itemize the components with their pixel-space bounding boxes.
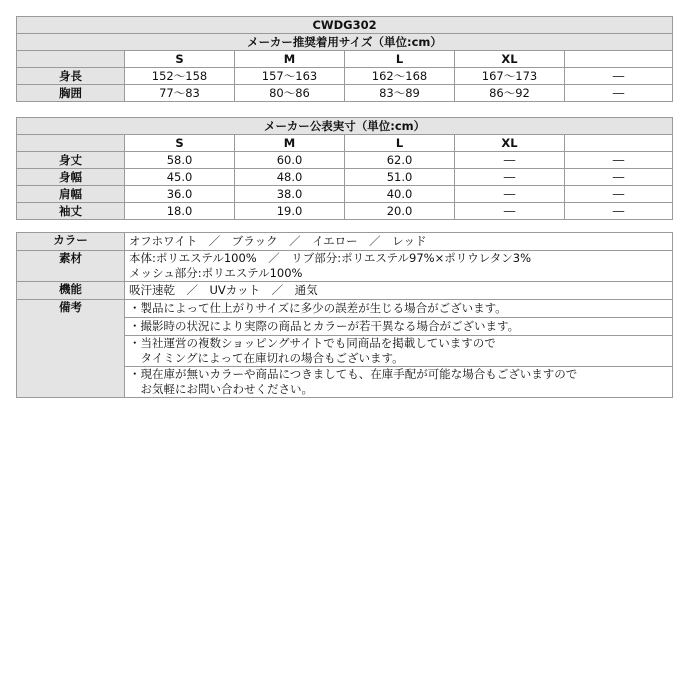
size-header: L	[345, 135, 455, 152]
function-row	[17, 282, 673, 300]
table-cell: 18.0	[125, 203, 235, 220]
table-cell: ―	[565, 186, 673, 203]
table-cell: 20.0	[345, 203, 455, 220]
size-header: L	[345, 51, 455, 68]
table-cell: 80～86	[235, 85, 345, 102]
material-line: メッシュ部分:ポリエステル100%	[129, 266, 303, 280]
table-row	[17, 203, 673, 220]
material-row	[17, 251, 673, 282]
note-line: ・当社運営の複数ショッピングサイトでも同商品を掲載していますので	[129, 336, 496, 350]
material-line: 本体:ポリエステル100% ／ リブ部分:ポリエステル97%×ポリウレタン3%	[129, 251, 532, 265]
size-header: S	[125, 135, 235, 152]
row-label: 袖丈	[17, 203, 125, 220]
color-row	[17, 233, 673, 251]
actual-title-row	[17, 118, 673, 135]
product-code-row	[17, 17, 673, 34]
table-row	[17, 152, 673, 169]
size-header: S	[125, 51, 235, 68]
table-cell: ―	[455, 152, 565, 169]
table-cell: 38.0	[235, 186, 345, 203]
row-label: 身丈	[17, 152, 125, 169]
table-cell: 77～83	[125, 85, 235, 102]
note-item: ・撮影時の状況により実際の商品とカラーが若干異なる場合がございます。	[125, 318, 673, 336]
recommended-size-table	[16, 16, 673, 102]
table-cell: ―	[455, 186, 565, 203]
material-label: 素材	[17, 251, 125, 282]
table-cell: ―	[565, 169, 673, 186]
note-line: タイミングによって在庫切れの場合もございます。	[129, 351, 404, 365]
header-blank	[17, 135, 125, 152]
table-row	[17, 169, 673, 186]
table-cell: ―	[565, 85, 673, 102]
recommended-title-row	[17, 34, 673, 51]
size-header	[565, 135, 673, 152]
table-cell: 58.0	[125, 152, 235, 169]
table-cell: 167～173	[455, 68, 565, 85]
table-cell: ―	[565, 152, 673, 169]
table-cell: 36.0	[125, 186, 235, 203]
actual-size-header	[17, 135, 673, 152]
note-item: ・製品によって仕上がりサイズに多少の誤差が生じる場合がございます。	[125, 300, 673, 318]
table-row	[17, 85, 673, 102]
table-cell: 83～89	[345, 85, 455, 102]
size-header	[565, 51, 673, 68]
actual-size-table	[16, 117, 673, 220]
table-cell: 40.0	[345, 186, 455, 203]
recommended-title: メーカー推奨着用サイズ（単位:cm）	[17, 34, 673, 51]
table-row	[17, 68, 673, 85]
table-cell: 152～158	[125, 68, 235, 85]
table-cell: 157～163	[235, 68, 345, 85]
size-header: XL	[455, 51, 565, 68]
material-value	[125, 251, 673, 282]
table-cell: ―	[565, 203, 673, 220]
row-label: 身幅	[17, 169, 125, 186]
size-header: M	[235, 51, 345, 68]
table-cell: ―	[455, 169, 565, 186]
note-line: お気軽にお問い合わせください。	[129, 382, 313, 396]
actual-title: メーカー公表実寸（単位:cm）	[17, 118, 673, 135]
table-cell: 62.0	[345, 152, 455, 169]
size-header: XL	[455, 135, 565, 152]
table-cell: 60.0	[235, 152, 345, 169]
table-cell: 48.0	[235, 169, 345, 186]
table-cell: 162～168	[345, 68, 455, 85]
row-label: 身長	[17, 68, 125, 85]
recommended-size-header	[17, 51, 673, 68]
product-code: CWDG302	[17, 17, 673, 34]
table-cell: 51.0	[345, 169, 455, 186]
table-cell: 19.0	[235, 203, 345, 220]
function-label: 機能	[17, 282, 125, 300]
table-cell: 86～92	[455, 85, 565, 102]
table-cell: 45.0	[125, 169, 235, 186]
function-value: 吸汗速乾 ／ UVカット ／ 通気	[125, 282, 673, 300]
notes-label: 備考	[17, 300, 125, 398]
header-blank	[17, 51, 125, 68]
note-item	[125, 367, 673, 398]
note-item	[125, 336, 673, 367]
notes-row	[17, 300, 673, 318]
spec-table	[16, 232, 673, 398]
size-header: M	[235, 135, 345, 152]
row-label: 胸囲	[17, 85, 125, 102]
color-value: オフホワイト ／ ブラック ／ イエロー ／ レッド	[125, 233, 673, 251]
note-line: ・現在庫が無いカラーや商品につきましても、在庫手配が可能な場合もございますので	[129, 367, 578, 381]
row-label: 肩幅	[17, 186, 125, 203]
table-cell: ―	[455, 203, 565, 220]
color-label: カラー	[17, 233, 125, 251]
table-row	[17, 186, 673, 203]
table-cell: ―	[565, 68, 673, 85]
